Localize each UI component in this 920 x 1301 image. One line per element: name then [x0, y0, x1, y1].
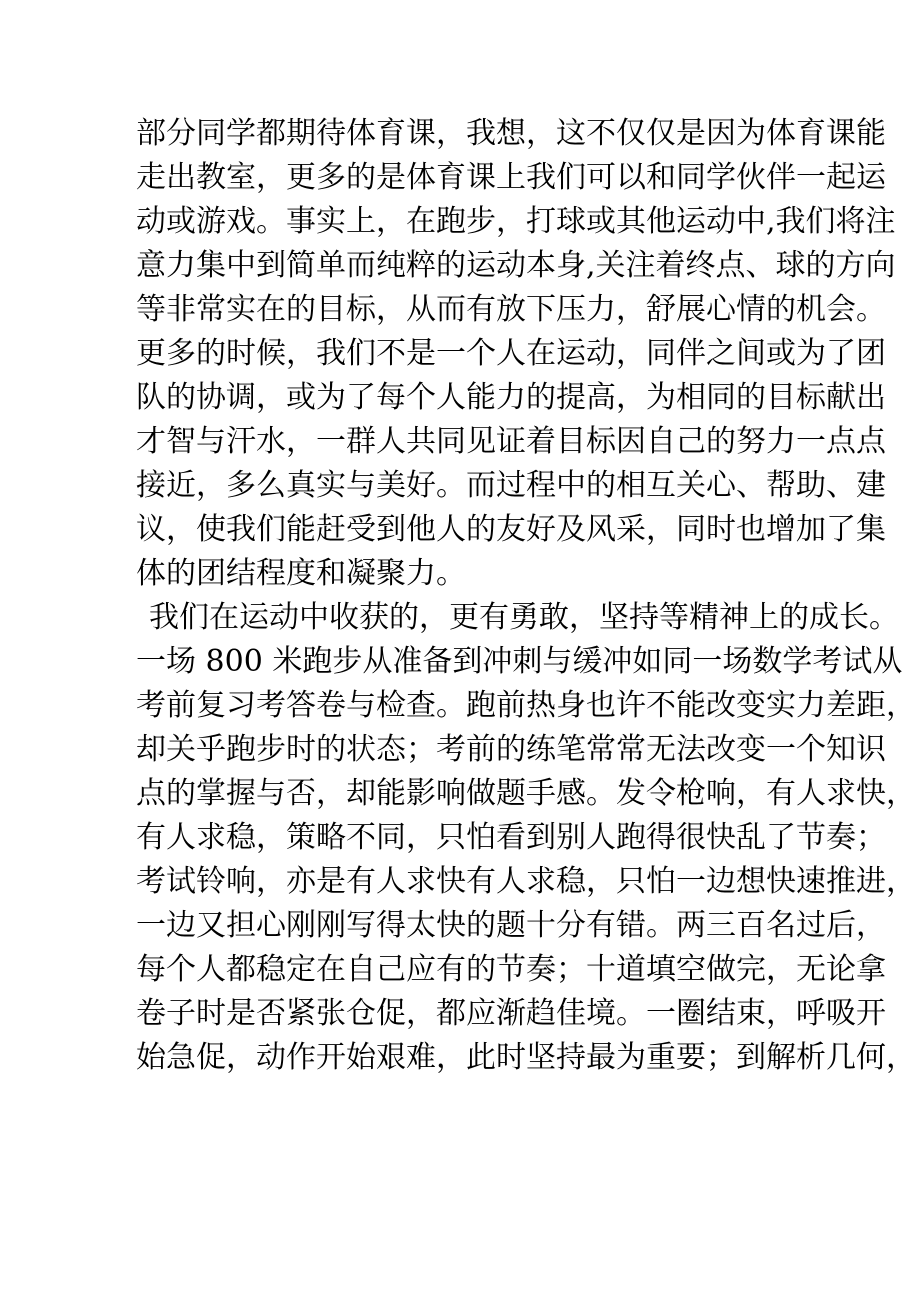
text-line: 有人求稳，策略不同，只怕看到别人跑得很快乱了节奏； [136, 820, 886, 855]
text-line: 我们在运动中收获的，更有勇敢，坚持等精神上的成长。 [149, 600, 899, 635]
text-line: 考试铃响，亦是有人求快有人求稳，只怕一边想快速推进， [136, 864, 916, 899]
text-line: 卷子时是否紧张仓促，都应渐趋佳境。一圈结束，呼吸开 [136, 996, 886, 1031]
text-line: 走出教室，更多的是体育课上我们可以和同学伙伴一起运 [136, 160, 886, 195]
text-line: 每个人都稳定在自己应有的节奏；十道填空做完，无论拿 [136, 952, 886, 987]
text-line: 等非常实在的目标，从而有放下压力，舒展心情的机会。 [136, 292, 886, 327]
text-line: 点的掌握与否，却能影响做题手感。发令枪响，有人求快， [136, 776, 916, 811]
text-line: 却关乎跑步时的状态；考前的练笔常常无法改变一个知识 [136, 732, 886, 767]
text-line: 始急促，动作开始艰难，此时坚持最为重要；到解析几何， [136, 1040, 916, 1075]
text-line: 一场 800 米跑步从准备到冲刺与缓冲如同一场数学考试从 [136, 644, 903, 679]
text-line: 一边又担心刚刚写得太快的题十分有错。两三百名过后， [136, 908, 886, 943]
text-line: 意力集中到简单而纯粹的运动本身,关注着终点、球的方向 [136, 248, 896, 283]
body-text [0, 112, 920, 1292]
text-line: 考前复习考答卷与检查。跑前热身也许不能改变实力差距， [136, 688, 916, 723]
text-line: 更多的时候，我们不是一个人在运动，同伴之间或为了团 [136, 336, 886, 371]
text-line: 接近，多么真实与美好。而过程中的相互关心、帮助、建 [136, 468, 886, 503]
text-line: 体的团结程度和凝聚力。 [136, 556, 466, 591]
text-line: 部分同学都期待体育课，我想，这不仅仅是因为体育课能 [136, 116, 886, 151]
text-line: 动或游戏。事实上，在跑步，打球或其他运动中,我们将注 [136, 204, 896, 239]
text-line: 议，使我们能赶受到他人的友好及风采，同时也增加了集 [136, 512, 886, 547]
text-line: 才智与汗水，一群人共同见证着目标因自己的努力一点点 [136, 424, 886, 459]
text-line: 队的协调，或为了每个人能力的提高，为相同的目标献出 [136, 380, 886, 415]
